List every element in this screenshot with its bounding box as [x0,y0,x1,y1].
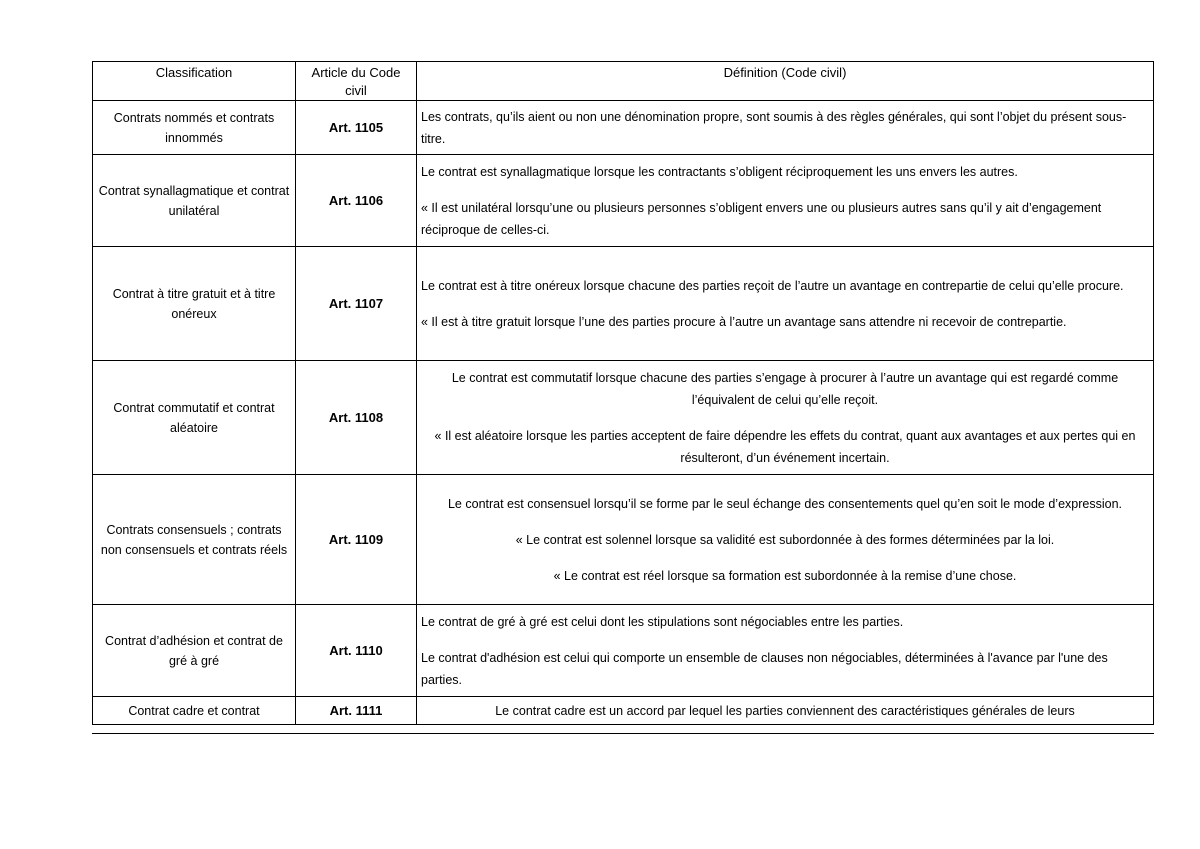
definition-cell [417,697,1154,725]
definition-paragraph: « Il est unilatéral lorsqu’une ou plusieurs personnes s’obligent envers une ou plusieurs autres sans qu’il y ait d’engagement réciproque de celles-ci. [421,200,1102,237]
header-definition: Définition (Code civil) [417,62,1154,101]
article-cell: Art. 1108 [296,361,417,475]
table-row [93,605,1154,697]
definition-cell [417,155,1154,247]
table-viewport [92,61,1154,734]
table-row [93,155,1154,247]
header-classification: Classification [93,62,296,101]
definition-paragraph: « Le contrat est réel lorsque sa formation est subordonnée à la remise d’une chose. [553,568,1017,583]
definition-paragraph: « Il est à titre gratuit lorsque l’une des parties procure à l’autre un avantage sans attendre ni recevoir de contrepartie. [421,314,1067,329]
definition-cell [417,101,1154,155]
definition-cell [417,605,1154,697]
classification-cell: Contrat à titre gratuit et à titre onéreux [93,247,296,361]
classification-cell: Contrat d’adhésion et contrat de gré à gré [93,605,296,697]
classification-cell: Contrat cadre et contrat [93,697,296,725]
article-cell: Art. 1109 [296,475,417,605]
contracts-table [92,61,1154,725]
definition-paragraph: Le contrat de gré à gré est celui dont les stipulations sont négociables entre les parties. [421,614,904,629]
article-cell: Art. 1106 [296,155,417,247]
classification-cell: Contrat commutatif et contrat aléatoire [93,361,296,475]
article-cell: Art. 1107 [296,247,417,361]
definition-paragraph: Les contrats, qu’ils aient ou non une dénomination propre, sont soumis à des règles générales, qui sont l’objet du présent sous-titre. [421,109,1127,146]
article-cell: Art. 1105 [296,101,417,155]
table-header-row [93,62,1154,101]
definition-paragraph: Le contrat est consensuel lorsqu’il se forme par le seul échange des consentements quel qu’en soit le mode d’expression. [447,496,1122,511]
definition-paragraph: Le contrat d'adhésion est celui qui comporte un ensemble de clauses non négociables, déterminées à l'avance par l'une des parties. [421,650,1108,687]
definition-paragraph: Le contrat est synallagmatique lorsque les contractants s’obligent réciproquement les uns envers les autres. [421,164,1018,179]
table-row [93,101,1154,155]
table-row [93,475,1154,605]
definition-cell [417,361,1154,475]
classification-cell: Contrat synallagmatique et contrat unilatéral [93,155,296,247]
definition-paragraph: « Il est aléatoire lorsque les parties acceptent de faire dépendre les effets du contrat, quant aux avantages et aux pertes qui en résulteront, d’un événement incertain. [434,428,1136,465]
article-cell: Art. 1111 [296,697,417,725]
definition-cell [417,475,1154,605]
definition-paragraph: « Le contrat est solennel lorsque sa validité est subordonnée à des formes déterminées par la loi. [515,532,1055,547]
header-article: Article du Code civil [296,62,417,101]
definition-paragraph: Le contrat est commutatif lorsque chacune des parties s’engage à procurer à l’autre un avantage qui est regardé comme l’équivalent de celui qu’elle reçoit. [451,370,1119,407]
definition-cell [417,247,1154,361]
classification-cell: Contrats nommés et contrats innommés [93,101,296,155]
table-row [93,361,1154,475]
classification-cell: Contrats consensuels ; contrats non consensuels et contrats réels [93,475,296,605]
table-row [93,247,1154,361]
page-cut-line [92,733,1154,734]
definition-paragraph: Le contrat cadre est un accord par lequel les parties conviennent des caractéristiques générales de leurs [495,703,1075,718]
definition-paragraph: Le contrat est à titre onéreux lorsque chacune des parties reçoit de l’autre un avantage en contrepartie de celui qu’elle procure. [421,278,1124,293]
article-cell: Art. 1110 [296,605,417,697]
table-row [93,697,1154,725]
